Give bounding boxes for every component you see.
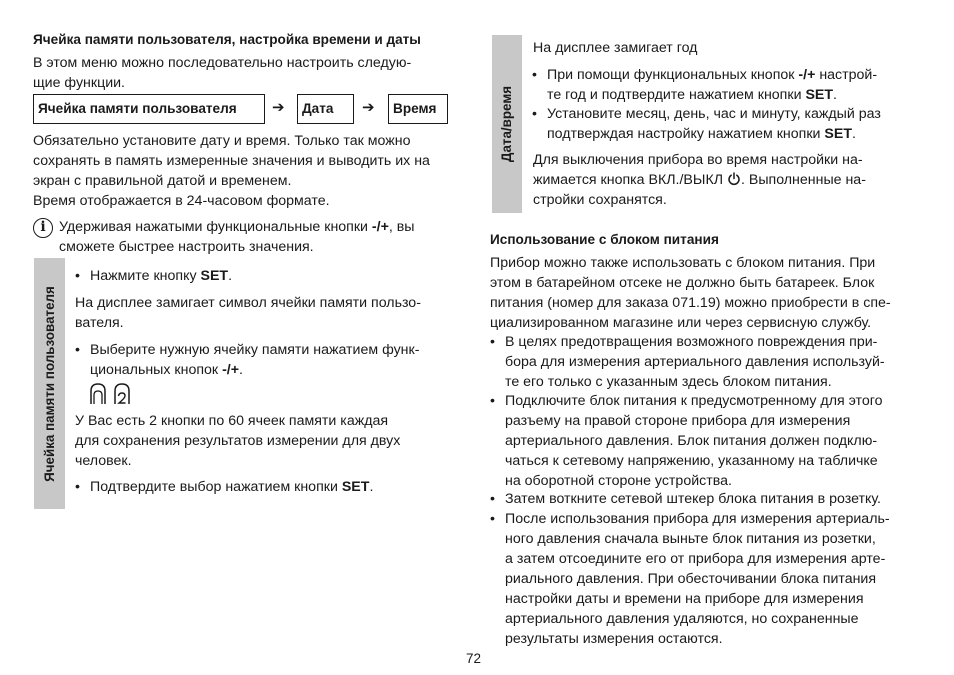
text-line: Для выключения прибора во время настройки на- — [533, 152, 863, 168]
bullet-select-memory — [90, 340, 419, 380]
bullet-press-set — [90, 266, 232, 286]
text: . — [852, 126, 856, 142]
text-line: сохранять в память измеренные значения и выводить их на — [33, 153, 430, 169]
text: Удерживая нажатыми функциональные кнопки — [59, 219, 372, 235]
sidebar-label: Ячейка памяти пользователя — [41, 285, 57, 482]
minus-plus-keys: -/+ — [371, 219, 389, 235]
text-line: экран с правильной датой и временем. — [33, 173, 292, 189]
text: При помощи функциональных кнопок — [547, 67, 799, 83]
power-supply-paragraph — [490, 253, 891, 333]
minus-plus-keys: -/+ — [798, 67, 816, 83]
text-line: • Установите месяц, день, час и минуту, каждый раз — [547, 106, 881, 122]
sidebar-label: Дата/время — [499, 85, 514, 163]
text: подтверждая настройку нажатием кнопки — [547, 126, 825, 142]
text-line: чаться к сетевому напряжению, указанному на табличке — [505, 453, 878, 469]
flow-box-date: Дата — [297, 94, 354, 124]
page-number: 72 — [466, 651, 482, 666]
sidebar-tab-user-memory — [34, 258, 65, 509]
text-line: для сохранения результатов измерении для двух — [75, 433, 401, 449]
set-key: SET — [341, 479, 370, 495]
power-icon — [727, 172, 741, 186]
bullet-after-use — [505, 509, 890, 649]
intro-paragraph — [33, 53, 411, 93]
flow-arrow-icon: ➔ — [362, 99, 375, 116]
text-line: этом в батарейном отсеке не должно быть батареек. Блок — [490, 275, 875, 291]
bullet-set-year — [547, 65, 877, 105]
date-time-paragraph — [33, 131, 430, 211]
text-line: те его только с указанным здесь блоком питания. — [505, 374, 832, 390]
text-line: вателя. — [75, 315, 124, 331]
text: . — [369, 479, 374, 495]
text: те год и подтвердите нажатием кнопки — [547, 87, 806, 103]
text: . Выполненные на- — [740, 172, 866, 188]
text-line: артериального давления. Блок питания должен подклю- — [505, 433, 878, 449]
text: , вы — [388, 219, 415, 235]
text: Подтвердите выбор нажатием кнопки — [90, 479, 342, 495]
set-key: SET — [805, 87, 834, 103]
bullet-set-month-day-time — [547, 104, 881, 144]
year-blinks-text: На дисплее замигает год — [533, 40, 698, 56]
text-line: • Подключите блок питания к предусмотренному для этого — [505, 393, 883, 409]
bullet-use-only-this-adapter — [505, 332, 885, 392]
text: Нажмите кнопку — [90, 268, 201, 284]
intro-line: щие функции. — [33, 75, 125, 91]
bullet-plug-in — [505, 489, 881, 509]
set-key: SET — [200, 268, 229, 284]
section-heading-power-supply: Использование с блоком питания — [490, 232, 719, 247]
text: . — [239, 362, 243, 378]
set-key: SET — [824, 126, 852, 142]
text-line: циализированном магазине или через сервисную службу. — [490, 315, 872, 331]
text-line: • В целях предотвращения возможного повреждения при- — [505, 334, 878, 350]
user-memory-1-2-icon — [88, 382, 136, 406]
text-line: На дисплее замигает символ ячейки памяти пользо- — [75, 295, 421, 311]
text-line: • Затем воткните сетевой штекер блока питания в розетку. — [505, 491, 881, 507]
text-line: • После использования прибора для измерения артериаль- — [505, 511, 890, 527]
text-line: а затем отсоедините его от прибора для измерения арте- — [505, 551, 886, 567]
text-line: стройки сохранятся. — [533, 192, 667, 208]
text-line: результаты измерения остаются. — [505, 631, 723, 647]
text-line: человек. — [75, 453, 132, 469]
text: . — [833, 87, 837, 103]
memory-symbol-paragraph — [75, 293, 421, 333]
intro-line: В этом меню можно последовательно настроить следую- — [33, 55, 412, 71]
text: . — [228, 268, 233, 284]
text-line: Прибор можно также использовать с блоком питания. При — [490, 255, 876, 271]
text-line: Время отображается в 24-часовом формате. — [33, 193, 330, 209]
text-line: сможете быстрее настроить значения. — [59, 239, 314, 255]
minus-plus-keys: -/+ — [222, 362, 240, 378]
flow-box-time: Время — [388, 94, 448, 124]
section-heading-user-memory: Ячейка памяти пользователя, настройка времени и даты — [33, 32, 421, 47]
text-line: • Выберите нужную ячейку памяти нажатием функ- — [90, 342, 420, 358]
sidebar-tab-date-time — [492, 35, 522, 213]
text-line: питания (номер для заказа 071.19) можно приобрести в спе- — [490, 295, 891, 311]
text-line: артериального давления удаляются, но сохраненные — [505, 611, 859, 627]
flow-arrow-icon: ➔ — [272, 99, 285, 116]
text-line: Обязательно установите дату и время. Только так можно — [33, 133, 411, 149]
text-line: настройки даты и времени на приборе для измерения — [505, 591, 864, 607]
bullet-confirm-selection — [90, 477, 373, 497]
bullet-connect-adapter — [505, 391, 883, 491]
text-line: ного давления сначала выньте блок питания из розетки, — [505, 531, 876, 547]
memory-count-paragraph — [75, 411, 400, 471]
flow-box-user-memory: Ячейка памяти пользователя — [33, 94, 265, 124]
info-note — [59, 217, 415, 257]
info-icon: i — [33, 218, 53, 238]
text-line: на оборотной стороне устройства. — [505, 473, 732, 489]
user-memory-icons — [88, 382, 136, 412]
text: жимается кнопка ВКЛ./ВЫКЛ — [533, 172, 727, 188]
text-line: разъему на правой стороне прибора для измерения — [505, 413, 851, 429]
text: циональных кнопок — [90, 362, 223, 378]
text-line: У Вас есть 2 кнопки по 60 ячеек памяти каждая — [75, 413, 389, 429]
text-line: бора для измерения артериального давления используй- — [505, 354, 885, 370]
power-off-paragraph — [533, 150, 866, 210]
text-line: риального давления. При обесточивании блока питания — [505, 571, 877, 587]
text: настрой- — [815, 67, 878, 83]
